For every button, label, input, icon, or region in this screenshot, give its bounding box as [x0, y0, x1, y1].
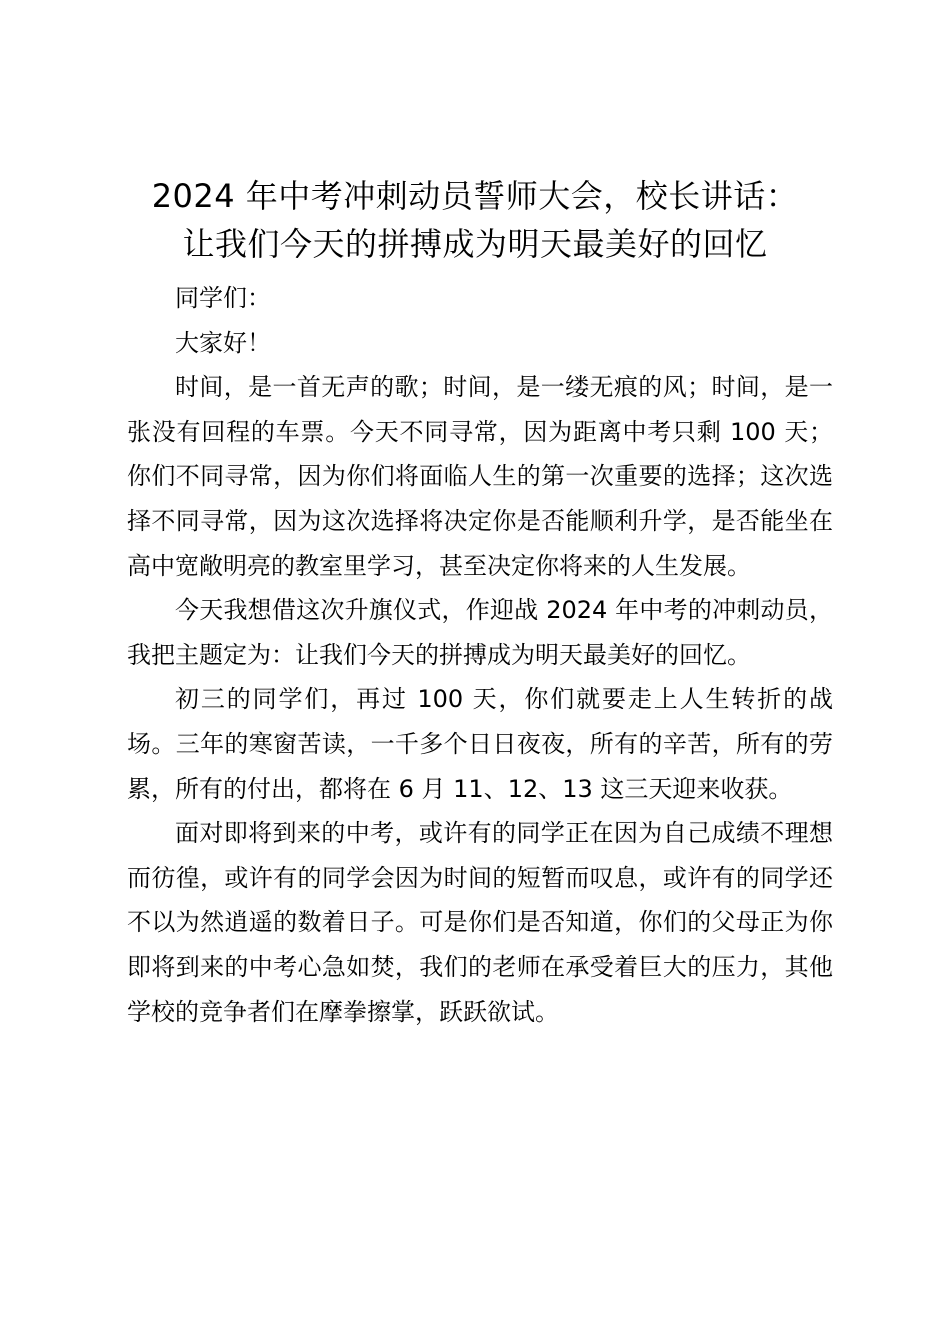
paragraph-4: 面对即将到来的中考，或许有的同学正在因为自己成绩不理想而彷徨，或许有的同学会因为时间的短暂而叹息，或许有的同学还不以为然逍遥的数着日子。可是你们是否知道，你们的父母正为你即将到来的中考心急如焚，我们的老师在承受着巨大的压力，其他学校的竞争者们在摩拳擦掌，跃跃欲试。 — [127, 819, 833, 1026]
paragraph-2: 今天我想借这次升旗仪式，作迎战 2024 年中考的冲刺动员，我把主题定为：让我们今天的拼搏成为明天最美好的回忆。 — [127, 596, 833, 669]
greeting: 大家好！ — [175, 328, 271, 357]
paragraph-1: 时间，是一首无声的歌；时间，是一缕无痕的风；时间，是一张没有回程的车票。今天不同寻常，因为距离中考只剩 100 天；你们不同寻常，因为你们将面临人生的第一次重要的选择；这次选择不同寻常，因为这次选择将决定你是否能顺利升学，是否能坐在高中宽敞明亮的教室里学习，甚至决定你将来的人生发展。 — [127, 373, 833, 580]
salutation: 同学们： — [175, 284, 271, 312]
document-title — [60, 172, 890, 268]
title-line-2: 让我们今天的拼搏成为明天最美好的回忆 — [182, 225, 768, 263]
paragraph-3: 初三的同学们，再过 100 天，你们就要走上人生转折的战场。三年的寒窗苦读，一千多个日日夜夜，所有的辛苦，所有的劳累，所有的付出，都将在 6 月 11、12、13 这三天迎来收获。 — [127, 685, 833, 803]
title-line-1: 2024 年中考冲刺动员誓师大会，校长讲话： — [151, 177, 799, 215]
document-body — [127, 276, 833, 1034]
